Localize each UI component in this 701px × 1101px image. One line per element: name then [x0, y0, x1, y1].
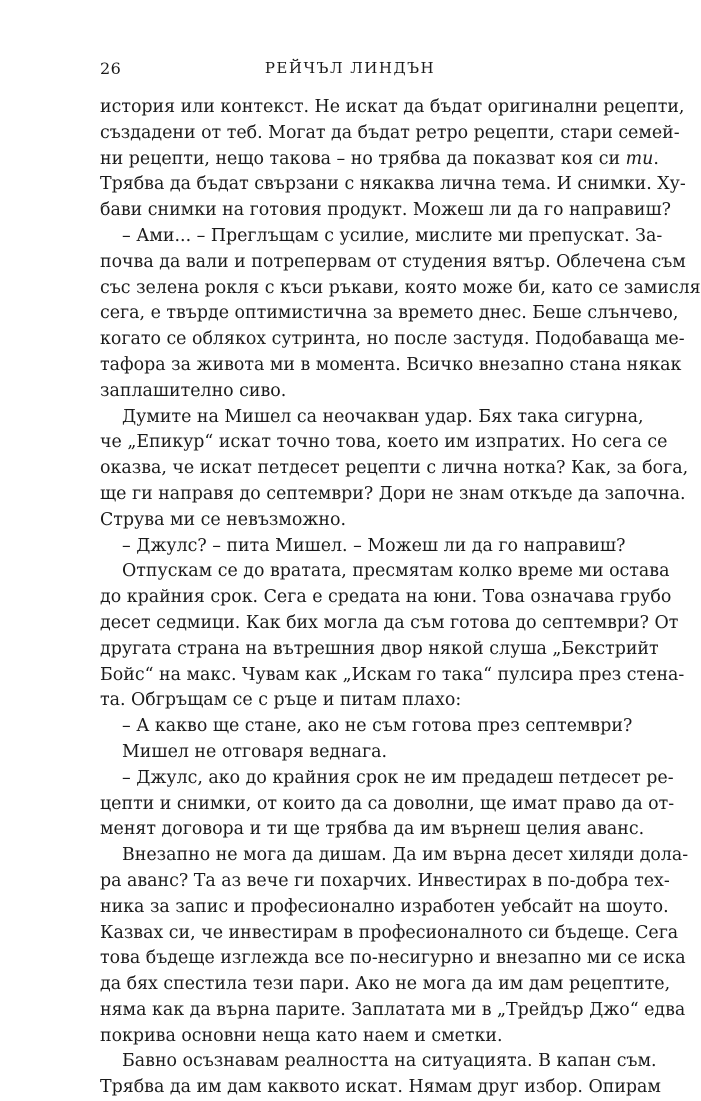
text-line: ника за запис и професионално изработен уебсайт на шоуто.: [100, 896, 669, 917]
page-header: [100, 59, 600, 83]
text-line: ще ги направя до септември? Дори не знам откъде да започна.: [100, 483, 686, 504]
text-line: оказва, че искат петдесет рецепти с лична нотка? Как, за бога,: [100, 458, 689, 479]
text-line: Струва ми се невъзможно.: [100, 509, 346, 530]
text-line: Внезапно не мога да дишам. Да им върна десет хиляди дола-: [122, 845, 689, 866]
text-line: това бъдеще изглежда все по-несигурно и внезапно ми се иска: [100, 948, 686, 969]
text-line: – Джулс, ако до крайния срок не им предадеш петдесет ре-: [122, 767, 674, 788]
text-line: Мишел не отговаря веднага.: [122, 741, 388, 762]
text-line: Казвах си, че инвестирам в професионалното си бъдеще. Сега: [100, 922, 679, 943]
text-line: та. Обгръщам се с ръце и питам плахо:: [100, 690, 462, 711]
text-line: заплашително сиво.: [100, 380, 287, 401]
text-line: – Джулс? – пита Мишел. – Можеш ли да го направиш?: [122, 535, 626, 556]
text-line: Трябва да им дам каквото искат. Нямам друг избор. Опирам: [100, 1077, 661, 1098]
text-line: да бях спестила тези пари. Ако не мога да им дам рецептите,: [100, 974, 671, 995]
text-line: със зелена рокля с къси ръкави, която може би, като се замисля: [100, 277, 701, 298]
running-head-author: РЕЙЧЪЛ ЛИНДЪН: [264, 59, 436, 77]
text-line: Бавно осъзнавам реалността на ситуацията. В капан съм.: [122, 1051, 657, 1072]
body-text: [100, 95, 701, 1101]
text-line: другата страна на вътрешния двор някой слуша „Бекстрийт: [100, 638, 659, 659]
text-line: създадени от теб. Могат да бъдат ретро рецепти, стари семей-: [100, 122, 680, 143]
text-line: Бойс“ на макс. Чувам как „Искам го така“ пулсира през стена-: [100, 664, 685, 685]
text-line: ра аванс? Та аз вече ги похарчих. Инвестирах в по-добра тех-: [100, 870, 670, 891]
text-line: менят договора и ти ще трябва да им върнеш целия аванс.: [100, 819, 645, 840]
text-line: Трябва да бъдат свързани с някаква лична тема. И снимки. Ху-: [100, 174, 686, 195]
emphasis: ти: [625, 148, 654, 169]
text-line: Думите на Мишел са неочакван удар. Бях така сигурна,: [122, 406, 644, 427]
text-line: – Ами... – Преглъщам с усилие, мислите ми препускат. За-: [122, 225, 663, 246]
text-line: че „Епикур“ искат точно това, което им изпратих. Но сега се: [100, 432, 668, 453]
text-line: десет седмици. Как бих могла да съм готова до септември? От: [100, 612, 679, 633]
text-line: почва да вали и потрепервам от студения вятър. Облечена съм: [100, 251, 686, 272]
text-line: покрива основни неща като наем и сметки.: [100, 1025, 503, 1046]
text-line: когато се облякох сутринта, но после застудя. Подобаваща ме-: [100, 329, 685, 350]
text-line: бави снимки на готовия продукт. Можеш ли да го направиш?: [100, 200, 671, 221]
page-number: 26: [100, 59, 122, 78]
text-line: – А какво ще стане, ако не съм готова през септември?: [122, 716, 633, 737]
text-line: до крайния срок. Сега е средата на юни. Това означава грубо: [100, 587, 672, 608]
text-line: ни рецепти, нещо такова – но трябва да показват коя си ти.: [100, 148, 659, 169]
text-line: няма как да върна парите. Заплатата ми в „Трейдър Джо“ едва: [100, 999, 686, 1020]
text-line: цепти и снимки, от които да са доволни, ще имат право да от-: [100, 793, 675, 814]
text-line: Отпускам се до вратата, пресмятам колко време ми остава: [122, 561, 670, 582]
text-line: история или контекст. Не искат да бъдат оригинални рецепти,: [100, 97, 685, 117]
text-line: тафора за живота ми в момента. Всичко внезапно стана някак: [100, 354, 682, 375]
text-line: сега, е твърде оптимистична за времето днес. Беше слънчево,: [100, 303, 679, 324]
